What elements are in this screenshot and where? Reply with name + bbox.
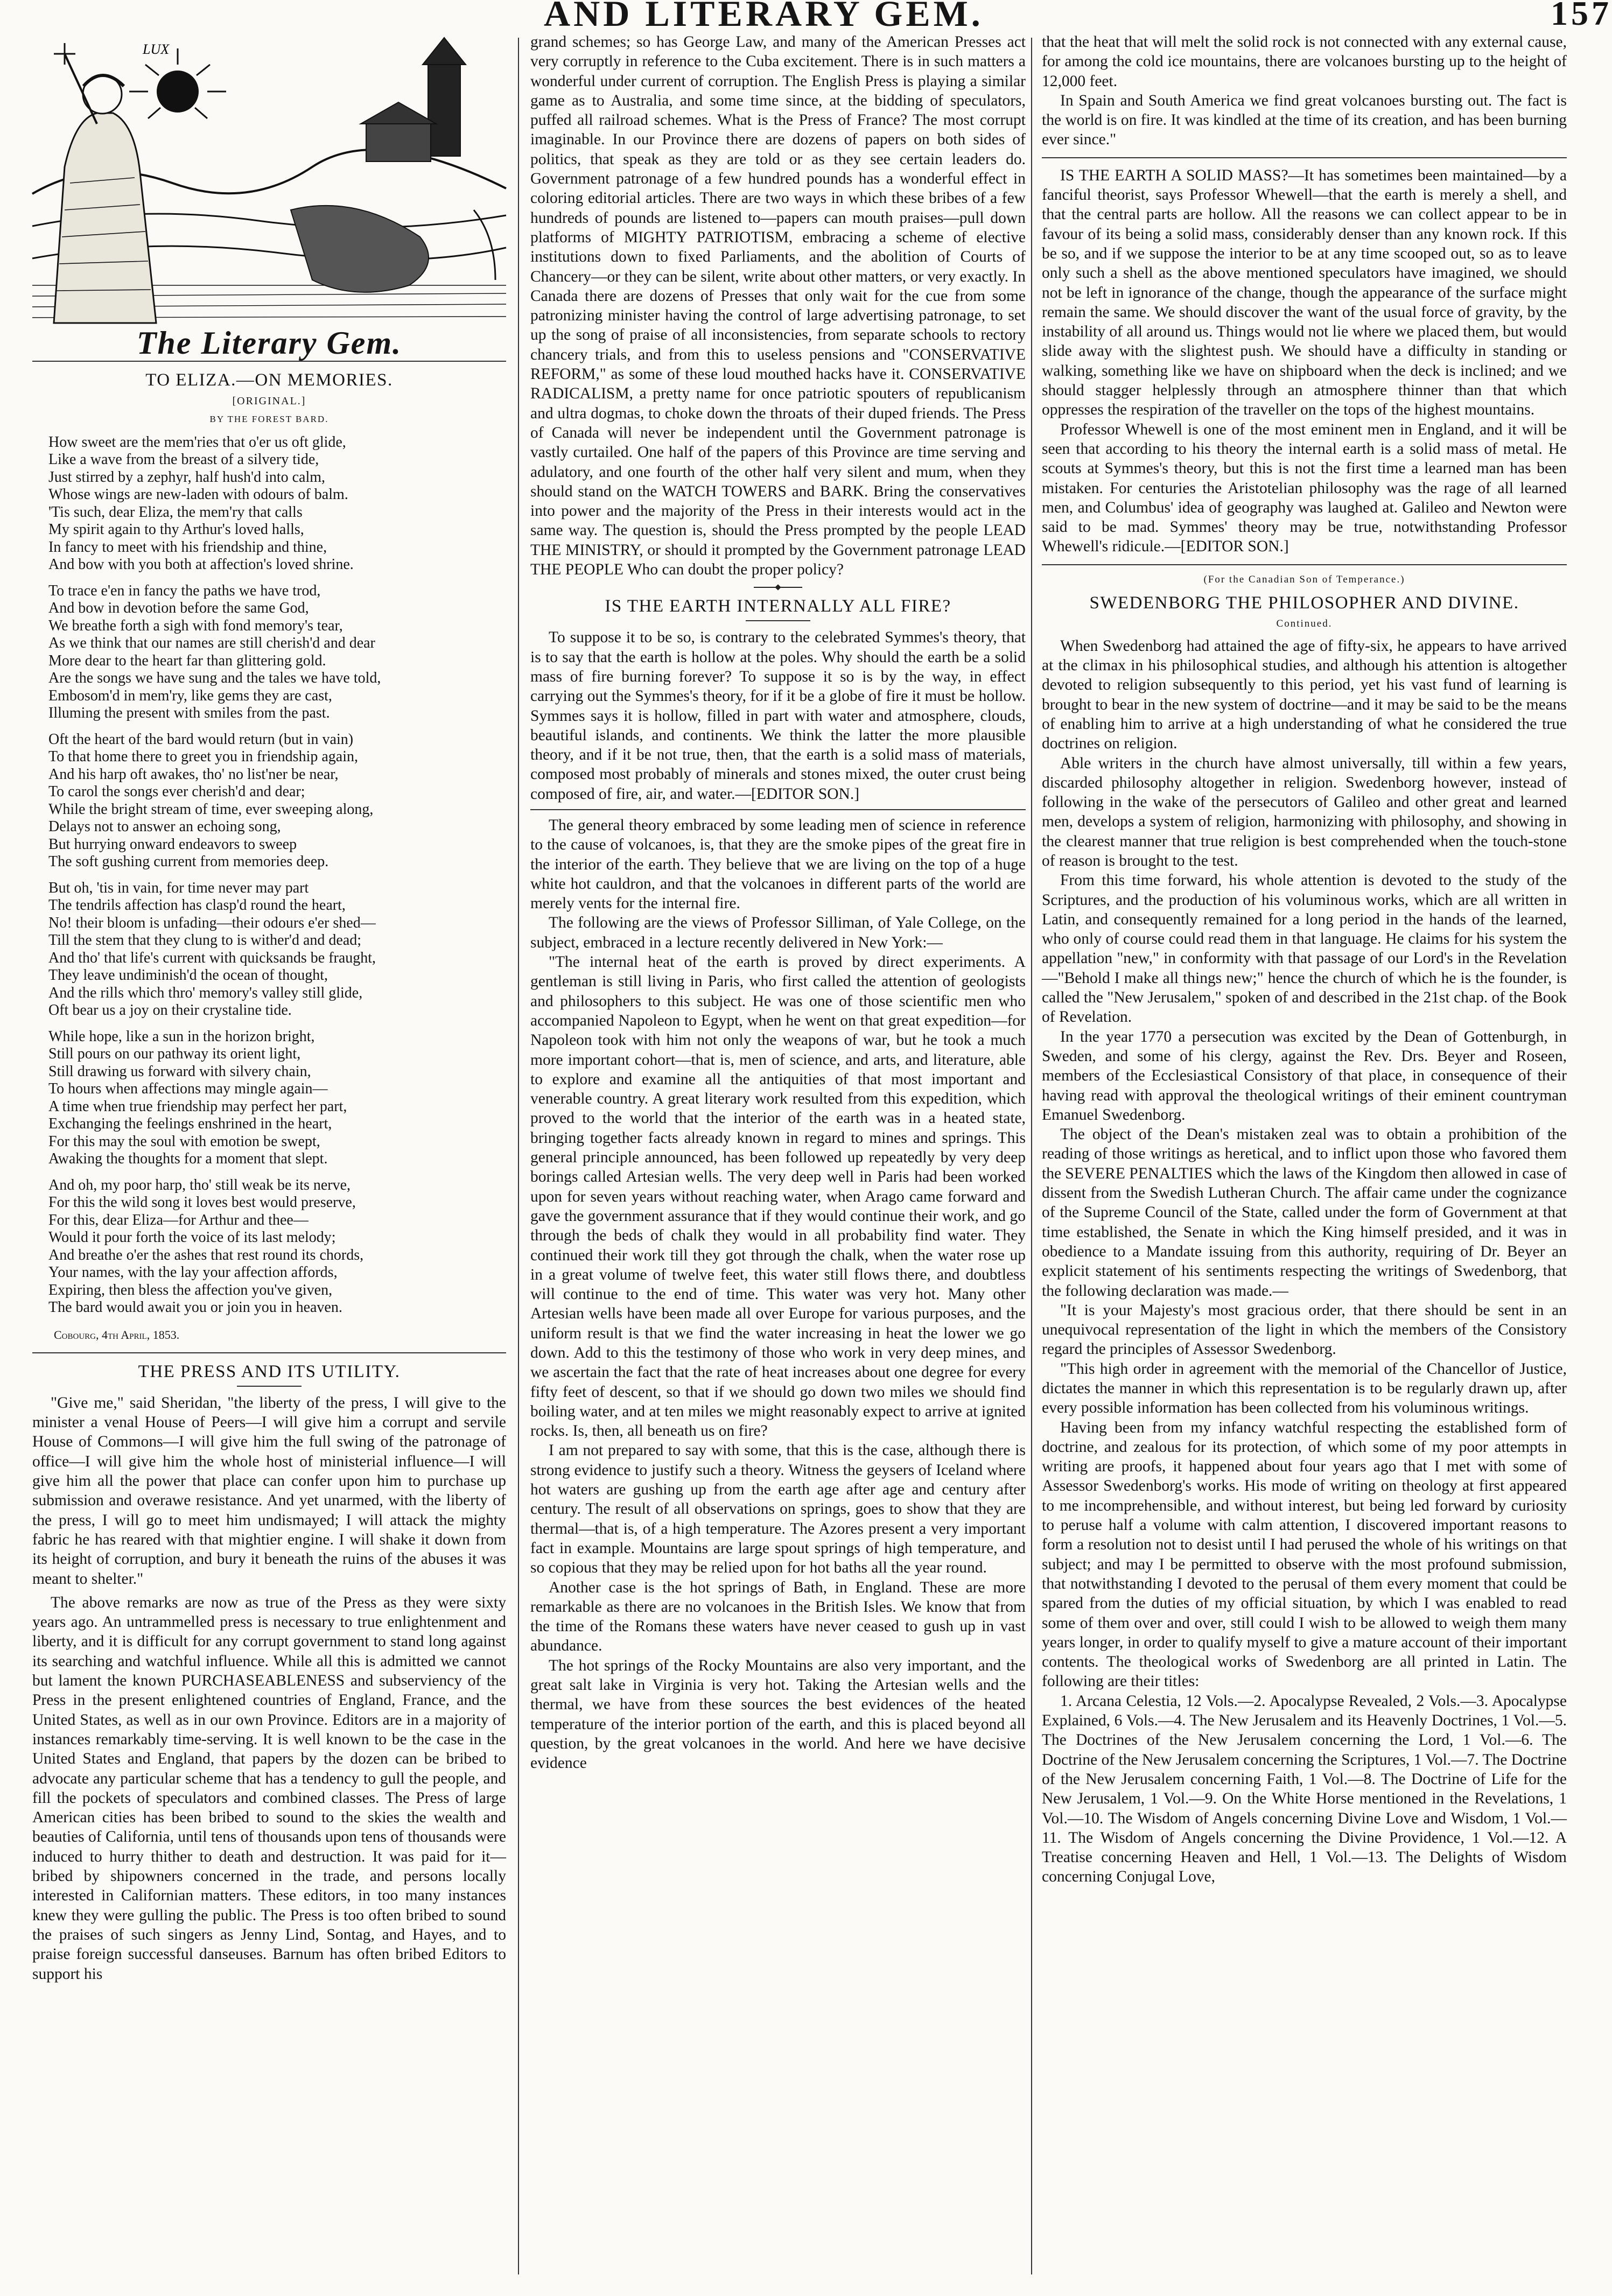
- divider: [530, 809, 1026, 810]
- article-paragraph: Another case is the hot springs of Bath, in England. These are more remarkable as there are no volcanoes in the British Isles. We know that from the time of the Romans these waters have never ceased to gush up in vast abundance.: [530, 1578, 1026, 1655]
- poem-line: How sweet are the mem'ries that o'er us oft glide,: [48, 433, 346, 451]
- lux-motto: LUX: [143, 41, 170, 57]
- poem-line: Are the songs we have sung and the tales we have told,: [48, 670, 381, 687]
- earth-article-title: IS THE EARTH INTERNALLY ALL FIRE?: [605, 596, 951, 616]
- poem-line: But oh, 'tis in vain, for time never may part: [48, 879, 309, 896]
- poem-line: Awaking the thoughts for a moment that slept.: [48, 1150, 328, 1168]
- column-3: [1042, 32, 1567, 2274]
- poem-line: And bow with you both at affection's loved shrine.: [48, 556, 354, 573]
- article-paragraph: "The internal heat of the earth is proved by direct experiments. A gentleman is still living in Paris, who first called the attention of geologists and philosophers to this subject. He was one of those scientific men who accompanied Napoleon to Egypt, when he went on that great expedition—for Napoleon took with him not only the weapons of war, but he took a much more important cohort—that is, men of science, and arts, and literature, able to explore and examine all the antiquities of that most important and venerable country. A great literary work resulted from this expedition, which proved to the world that the interior of the earth was in a heated state, bringing together facts already known in regard to mines and springs. This general principle announced, has been followed up repeatedly by very deep borings called Artesian wells. The very deep well in Paris had been worked upon for seven years without reaching water, when Arago came forward and gave the government assurance that if they would continue their work, and go through the beds of chalk they would in all probability find water. They continued their work till they got through the chalk, when the water rose up in a great volume of twelve feet, this water still flows there, and doubtless will continue to the end of time. This water was very hot. Many other Artesian wells have been made all over Europe for various purposes, and the uniform result is that we find the water increasing in heat the lower we go down. Add to this the testimony of those who work in very deep mines, and we ascertain the fact that the rate of heat increases about one degree for every fifty feet of descent, so that if we should go down two miles we should find boiling water, and at ten miles we might reasonably expect to arrive at ignited rocks. Is, then, all beneath us on fire?: [530, 953, 1026, 1440]
- poem-line: Just stirred by a zephyr, half hush'd into calm,: [48, 468, 326, 486]
- press-article-title: THE PRESS AND ITS UTILITY.: [138, 1361, 401, 1381]
- poem-line: For this, dear Eliza—for Arthur and thee—: [48, 1211, 309, 1228]
- poem-line: More dear to the heart far than glittering gold.: [48, 652, 326, 669]
- article-paragraph: grand schemes; so has George Law, and many of the American Presses act very corruptly in reference to the Cuba excitement. There is in such matters a wonderful under current of corruption. The English Press is playing a similar game as to Australia, and some time since, at the bidding of speculators, puffed all railroad schemes. What is the Press of France? The most corrupt imaginable. In our Province there are dozens of papers on both sides of politics, that speak as they are told or as they see certain leaders do. Government patronage of a few hundred pounds has a wonderful effect in coloring editorial articles. There are two ways in which these bribes of a few hundreds of pounds are listened to—papers can mouth praises—pull down platforms of MIGHTY PATRIOTISM, embracing a scheme of elective institutions down to fixed Parliaments, and the abolition of Courts of Chancery—or they can be silent, write about other matters, or very exactly. In Canada there are dozens of Presses that only wait for the cue from some patronizing minister having the control of large advertising patronage, to set up the song of praise of all inconsistencies, from separate schools to rectory chancery trials, and from this to useless pensions and "CONSERVATIVE REFORM," as some of these loud mouthed hacks have it. CONSERVATIVE RADICALISM, a pretty name for once patriotic spouters of republicanism and ultra dogmas, to choke down the throats of their duped friends. The Press of Canada will never be independent until the Government patronage is vastly curtailed. One half of the papers of this Province are time serving and adulatory, and one fourth of the other half very silent and mum, when they should stand on the WATCH TOWERS and BARK. Bring the conservatives into power and the majority of the Press in their interests would act in the same way. The question is, should the Press prompted by the people LEAD THE MINISTRY, or should it prompted by the Government patronage LEAD THE PEOPLE Who can doubt the proper policy?: [530, 33, 1026, 579]
- poem-stanza: [48, 434, 506, 574]
- poem-line: To that home there to greet you in friendship again,: [48, 748, 358, 766]
- article-paragraph: From this time forward, his whole attention is devoted to the study of the Scriptures, and the production of his voluminous works, which are all written in Latin, and consequently remained for a long period in the hands of the learned, who only of course could read them in that language. He claims for his system the appellation "new," in conformity with that passage of our Lord's in the Revelation—"Behold I make all things new;" hence the church of which he is the founder, is called the "New Jerusalem," spoken of and described in the 21st chap. of the Book of Revelation.: [1042, 872, 1567, 1026]
- article-paragraph: Having been from my infancy watchful respecting the established form of doctrine, and zealous for its protection, of which some of my poor attempts in writing are proofs, it happened about four years ago that I met with some of Assessor Swedenborg's works. His mode of writing on theology at first appeared to me incomprehensible, and without interest, but being led forward by curiosity to peruse half a volume with calm attention, I discovered important reasons to form a resolution not to desist until I had perused the whole of his writings on that subject; and may I be permitted to observe with the most profound submission, that notwithstanding I devoted to the perusal of them every moment that could be spared from the duties of my official situation, by which I was enabled to read some of them over and over, still could I wish to be allowed to weigh them many years longer, in order to qualify myself to give a mature account of their important contents. The theological works of Swedenborg are all printed in Latin. The following are their titles:: [1042, 1419, 1567, 1690]
- poem-line: And breathe o'er the ashes that rest round its chords,: [48, 1246, 364, 1263]
- swedenborg-credit: (For the Canadian Son of Temperance.): [1203, 573, 1405, 585]
- article-paragraph: In Spain and South America we find great volcanoes bursting out. The fact is the world is on fire. It was kindled at the time of its creation, and has been burning ever since.": [1042, 92, 1567, 149]
- article-paragraph: "Give me," said Sheridan, "the liberty of the press, I will give to the minister a venal House of Peers—I will give him a corrupt and servile House of Commons—I will give him the full swing of the patronage of office—I will give him the whole host of ministerial influence—I will give him all the power that place can confer upon him to purchase up submission and overawe resistance. And yet unarmed, with the liberty of the press, I will go to meet him undismayed; I will attack the mighty fabric he has reared with that mightier engine. I will shake it down from its height of corruption, and bury it beneath the ruins of the abuses it was meant to shelter.": [32, 1394, 506, 1588]
- poem-line: To trace e'en in fancy the paths we have trod,: [48, 582, 321, 599]
- solid-mass-paragraph: IS THE EARTH A SOLID MASS?—It has sometimes been maintained—by a fanciful theorist, says Professor Whewell—that the earth is merely a shell, and that the central parts are hollow. All the reasons we can collect appear to be in favour of its being a solid mass, considerably denser than any known rock. If this be so, and if we suppose the interior to be at any time scooped out, so as to leave only such a shell as the above mentioned speculators have imagined, we should not be left in ignorance of the change, though the appearance of the surface might remain the same. We should discover the want of the usual force of gravity, by the instability of all around us. Things would not lie where we placed them, but would slide away with the slightest push. We should have a difficulty in standing or walking, something like we have on shipboard when the deck is inclined; and we should stagger helplessly through an atmosphere thinner than that which oppresses the respiration of the traveller on the tops of the highest mountains.: [1042, 166, 1567, 419]
- swedenborg-subtitle: Continued.: [1276, 617, 1333, 629]
- poem-line: And oh, my poor harp, tho' still weak be its nerve,: [48, 1176, 351, 1193]
- poem-line: Still drawing us forward with silvery chain,: [48, 1063, 311, 1080]
- poem-dateline: Cobourg, 4th April, 1853.: [54, 1328, 180, 1342]
- divider: [32, 1352, 506, 1353]
- poem-line: Still pours on our pathway its orient light,: [48, 1045, 301, 1063]
- poem-line: Embosom'd in mem'ry, like gems they are cast,: [48, 687, 332, 704]
- whewell-paragraph: Professor Whewell is one of the most eminent men in England, and it will be seen that according to his theory the internal earth is a solid mass of metal. He scouts at Symmes's theory, but this is not the first time a learned man has been mistaken. For centuries the Aristotelian philosophy was the rage of all learned men, and Columbus' idea of geography was laughed at. Galileo and Newton were said to be mad. Symmes' theory may be true, notwithstanding Professor Whewell's ridicule.—[EDITOR SON.]: [1042, 420, 1567, 556]
- swedenborg-title: SWEDENBORG THE PHILOSOPHER AND DIVINE.: [1089, 593, 1519, 613]
- poem-line: Like a wave from the breast of a silvery tide,: [48, 451, 319, 468]
- poem-line: They leave undiminish'd the ocean of thought,: [48, 967, 328, 984]
- poem-line: We breathe forth a sigh with fond memory's tear,: [48, 617, 343, 634]
- article-paragraph: The above remarks are now as true of the Press as they were sixty years ago. An untrammelled press is necessary to true enlightenment and liberty, and it is difficult for any corrupt government to stand long against its searching and watchful influence. While all this is admitted we cannot but lament the known PURCHASEABLENESS and subserviency of the Press in the present enlightened countries of England, France, and the United States, as well as in our own Province. Editors are in a majority of instances remarkably time-serving. It is well known to be the case in the United States and England, that papers by the dozen can be bribed to advocate any particular scheme that has a tendency to gull the people, and fill the pockets of speculators and combined classes. The Press of large American cities has been bribed to sound to the skies the wealth and beauties of California, until tens of thousands upon tens of thousands were induced to hurry thither to death and destruction. It was paid for it—bribed by shipowners concerned in the trade, and persons locally interested in Californian matters. These editors, in too many instances knew they were gulling the public. The Press is too often bribed to sound the praises of such singers as Jenny Lind, Sontag, and Hayes, and to praise foreign successful danseuses. Barnum has often bribed Editors to support his: [32, 1593, 506, 1983]
- poem-line: And tho' that life's current with quicksands be fraught,: [48, 949, 376, 966]
- poem-stanza: [48, 731, 506, 871]
- poem-line: For this the wild song it loves best would preserve,: [48, 1194, 356, 1211]
- column-1: [32, 32, 506, 2274]
- poem-line: Your names, with the lay your affection affords,: [48, 1264, 338, 1281]
- poem-line: For this may the soul with emotion be swept,: [48, 1133, 320, 1150]
- divider: [237, 1386, 302, 1387]
- allegorical-woodcut-illustration: [32, 32, 506, 323]
- poem-line: To hours when affections may mingle again—: [48, 1080, 328, 1098]
- poem-line: Would it pour forth the voice of its last melody;: [48, 1229, 336, 1246]
- article-paragraph: I am not prepared to say with some, that this is the case, although there is strong evidence to justify such a theory. Witness the geysers of Iceland where hot waters are gushing up from the earth age after age and century after century. The result of all observations on springs, goes to show that they are thermal—that is, of a high temperature. The Azores present a very important fact in example. Mountains are large spout springs of high temperature, and so copious that they may be relied upon for hot baths all the year round.: [530, 1442, 1026, 1577]
- poem-line: In fancy to meet with his friendship and thine,: [48, 538, 327, 556]
- poem-line: My spirit again to thy Arthur's loved halls,: [48, 521, 304, 538]
- poem-byline: BY THE FOREST BARD.: [209, 413, 329, 424]
- poem-line: The tendrils affection has clasp'd round the heart,: [48, 897, 346, 914]
- poem-line: Exchanging the feelings enshrined in the heart,: [48, 1115, 332, 1133]
- masthead: [0, 0, 1612, 34]
- works-list: 1. Arcana Celestia, 12 Vols.—2. Apocalypse Revealed, 2 Vols.—3. Apocalypse Explained, 6 Vols.—4. The New Jerusalem and its Heavenly Doctrines, 1 Vol.—5. The Doctrines of the New Jerusalem concerning the Lord, 1 Vol.—6. The Doctrine of the New Jerusalem concerning the Scriptures, 1 Vol.—7. The Doctrine of the New Jerusalem concerning Faith, 1 Vol.—8. The Doctrine of Life for the New Jerusalem, 1 Vol.—9. On the White Horse mentioned in the Revelations, 1 Vol.—10. The Wisdom of Angels concerning Divine Love and Wisdom, 1 Vol.—11. The Wisdom of Angels concerning the Divine Providence, 1 Vol.—12. A Treatise concerning Heaven and Hell, 1 Vol.—13. The Delights of Wisdom concerning Conjugal Love,: [1042, 1692, 1567, 1886]
- poem-line: To carol the songs ever cherish'd and dear;: [48, 783, 305, 801]
- article-paragraph: that the heat that will melt the solid rock is not connected with any external cause, for among the cold ice mountains, there are volcanoes bursting up to the height of 12,000 feet.: [1042, 33, 1567, 90]
- poem-line: No! their bloom is unfading—their odours e'er shed—: [48, 914, 376, 931]
- poem-stanza: [48, 880, 506, 1020]
- poem-line: As we think that our names are still cherish'd and dear: [48, 635, 375, 652]
- poem-line: The soft gushing current from memories deep.: [48, 853, 329, 870]
- poem-line: Expiring, then bless the affection you've given,: [48, 1281, 333, 1298]
- article-paragraph: The following are the views of Professor Silliman, of Yale College, on the subject, embraced in a lecture recently delivered in New York:—: [530, 914, 1026, 951]
- poem-stanza: [48, 1028, 506, 1168]
- article-paragraph: The object of the Dean's mistaken zeal was to obtain a prohibition of the reading of those writings as heretical, and to inflict upon those who favored them the SEVERE PENALTIES which the laws of the Kingdom then allowed in case of dissent from the Swedish Lutheran Church. The affair came under the cognizance of the Supreme Council of the State, called under the form of Government at that time established, the Senate in which the King himself presided, and it was in obedience to a Mandate issuing from this authority, requiring of Dr. Beyer an explicit statement of his sentiments respecting the writings of Swedenborg, that the following declaration was made.—: [1042, 1126, 1567, 1300]
- article-paragraph: To suppose it to be so, is contrary to the celebrated Symmes's theory, that is to say that the earth is hollow at the poles. Why should the earth be a solid mass of fire burning forever? To suppose it so is by the way, in effect carrying out the Symmes's theory, for if it be a globe of fire it must be hollow. Symmes says it is hollow, filled in part with water and atmosphere, clouds, beautiful islands, and continents. We think the latter the more plausible theory, and if it be not true, then, that the earth is a solid mass of materials, composed most probably of minerals and stones mixed, the outer crust being composed of fire, air, and water.—[EDITOR SON.]: [530, 629, 1026, 803]
- article-paragraph: "This high order in agreement with the memorial of the Chancellor of Justice, dictates the manner in which this representation is to be regularly drawn up, after every possible information has been collected from his voluminous writings.: [1042, 1360, 1567, 1417]
- poem-line: While hope, like a sun in the horizon bright,: [48, 1028, 315, 1045]
- poem-body: [32, 434, 506, 1317]
- poem-line: Illuming the present with smiles from the past.: [48, 705, 330, 722]
- poem-line: And bow in devotion before the same God,: [48, 600, 309, 617]
- article-paragraph: The hot springs of the Rocky Mountains are also very important, and the great salt lake in Virginia is very hot. Taking the Artesian wells and the thermal, we have from these sources the best evidences of the heated temperature of the interior portion of the earth, and this is placed beyond all question, by the great volcanoes in the world. And here we have decisive evidence: [530, 1656, 1026, 1772]
- divider: [1042, 157, 1567, 158]
- article-paragraph: The general theory embraced by some leading men of science in reference to the cause of volcanoes, is, that they are the smoke pipes of the great fire in the interior of the earth. They believe that we are living on the top of a huge white hot cauldron, and that the volcanoes in different parts of the world are merely vents for the internal fire.: [530, 816, 1026, 912]
- poem-line: While the bright stream of time, ever sweeping along,: [48, 801, 374, 818]
- masthead-title: AND LITERARY GEM.: [544, 0, 984, 34]
- poem-stanza: [48, 582, 506, 722]
- poem-line: A time when true friendship may perfect her part,: [48, 1098, 347, 1115]
- poem-line: Whose wings are new-laden with odours of balm.: [48, 486, 348, 503]
- divider: [1042, 564, 1567, 565]
- page-number: 157: [1551, 0, 1612, 32]
- article-paragraph: "It is your Majesty's most gracious order, that there should be sent in an unequivocal representation of the light in which the members of the Consistory regard the principles of Assessor Swedenborg.: [1042, 1301, 1567, 1358]
- column-2: [530, 32, 1026, 2274]
- article-paragraph: Able writers in the church have almost universally, till within a few years, discarded philosophy altogether in religion. Swedenborg however, instead of following in the wake of the persecutors of Galileo and other great and learned men, develops a system of religion, harmonizing with philosophy, and showing in the clearest manner that true religion is best comprehended when the touch-stone of reason is brought to the test.: [1042, 754, 1567, 869]
- literary-gem-heading: The Literary Gem.: [136, 325, 402, 361]
- column-rule-1: [518, 38, 519, 2274]
- poem-line: Delays not to answer an echoing song,: [48, 818, 281, 835]
- column-rule-2: [1031, 38, 1032, 2274]
- ornament-divider: [754, 587, 802, 588]
- poem-line: 'Tis such, dear Eliza, the mem'ry that calls: [48, 503, 303, 521]
- poem-line: And the rills which thro' memory's valley still glide,: [48, 984, 363, 1001]
- poem-line: Till the stem that they clung to is wither'd and dead;: [48, 932, 362, 949]
- divider: [746, 620, 810, 621]
- article-paragraph: In the year 1770 a persecution was excited by the Dean of Gottenburgh, in Sweden, and some of his clergy, against the Rev. Drs. Beyer and Roseen, members of the Ecclesiastical Consistory of that place, in consequence of their having read with approval the theological writings of their eminent countryman Emanuel Swedenborg.: [1042, 1028, 1567, 1124]
- poem-stanza: [48, 1177, 506, 1317]
- poem-line: And his harp oft awakes, tho' no list'ner be near,: [48, 766, 339, 783]
- poem-original-tag: [ORIGINAL.]: [232, 395, 306, 407]
- poem-line: The bard would await you or join you in heaven.: [48, 1299, 342, 1316]
- poem-line: Oft the heart of the bard would return (but in vain): [48, 731, 354, 748]
- poem-line: Oft bear us a joy on their crystaline tide.: [48, 1002, 292, 1019]
- poem-line: But hurrying onward endeavors to sweep: [48, 835, 297, 853]
- article-paragraph: When Swedenborg had attained the age of fifty-six, he appears to have arrived at the climax in his philosophical studies, and although his attention is altogether devoted to religion subsequently to this period, yet his vast fund of learning is brought to bear in the new system of doctrine—and it may be said to be the means of enabling him to arrive at a high understanding of what he considered the true doctrines on religion.: [1042, 637, 1567, 753]
- poem-title: TO ELIZA.—ON MEMORIES.: [145, 370, 393, 390]
